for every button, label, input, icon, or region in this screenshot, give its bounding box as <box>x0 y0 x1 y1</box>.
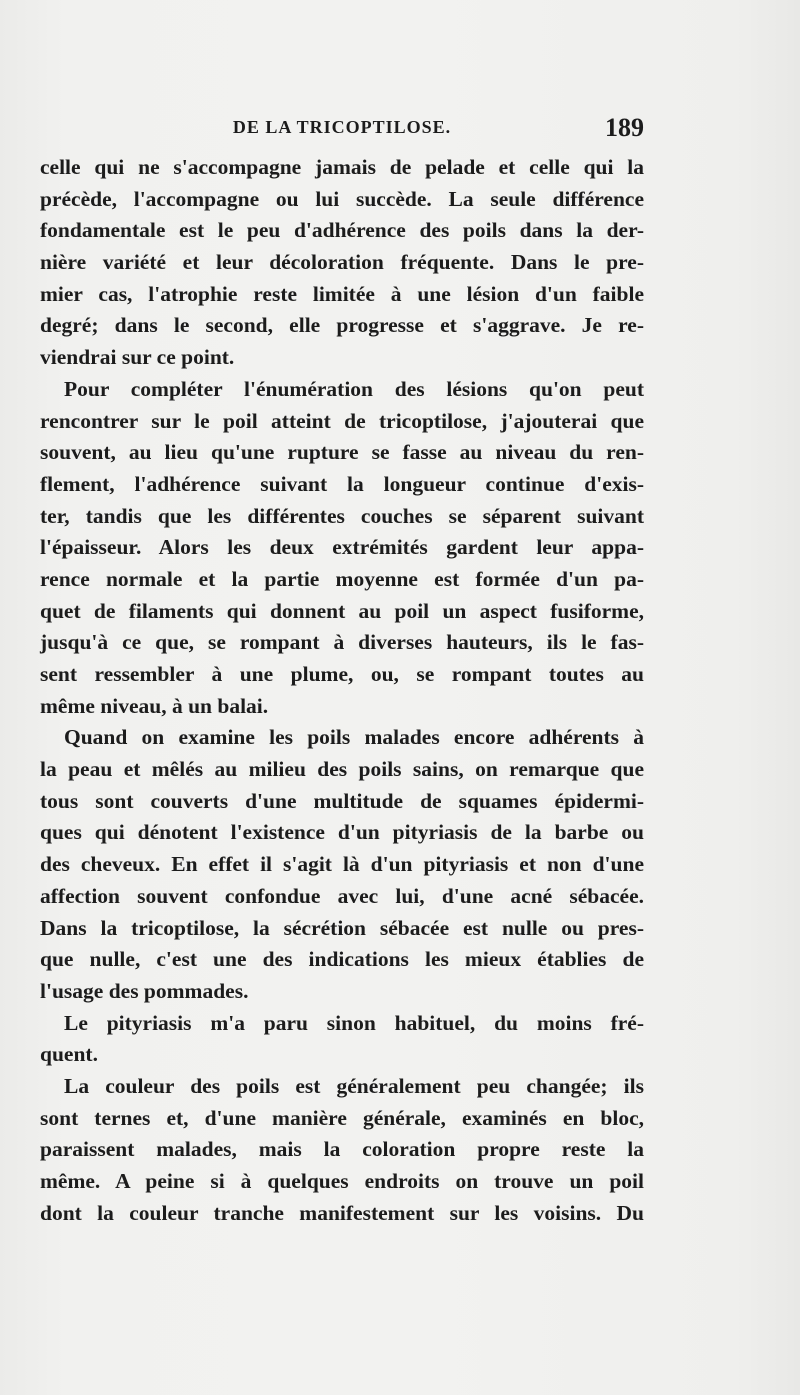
text-line: sent ressembler à une plume, ou, se rompant toutes au <box>40 662 644 686</box>
text-line: Pour compléter l'énumération des lésions qu'on peut <box>64 376 644 401</box>
text-line: affection souvent confondue avec lui, d'une acné sébacée. <box>40 883 644 908</box>
body-text <box>40 152 644 1229</box>
text-line: rencontrer sur le poil atteint de tricoptilose, j'ajouterai que <box>40 408 644 433</box>
page-number: 189 <box>605 113 644 142</box>
text-line: Dans la tricoptilose, la sécrétion sébacée est nulle ou pres- <box>40 915 644 940</box>
text-line: rence normale et la partie moyenne est formée d'un pa- <box>40 566 644 591</box>
text-line: mier cas, l'atrophie reste limitée à une lésion d'un faible <box>40 281 644 306</box>
text-line: La couleur des poils est généralement peu changée; ils <box>64 1073 644 1098</box>
text-line: que nulle, c'est une des indications les mieux établies de <box>40 947 644 972</box>
text-line: Quand on examine les poils malades encore adhérents à <box>64 725 644 750</box>
text-line: des cheveux. En effet il s'agit là d'un pityriasis et non d'une <box>40 852 644 877</box>
text-line: même niveau, à un balai. <box>40 693 269 718</box>
text-line: celle qui ne s'accompagne jamais de pelade et celle qui la <box>40 155 644 179</box>
text-line: l'épaisseur. Alors les deux extrémités gardent leur appa- <box>40 535 644 560</box>
running-head: DE LA TRICOPTILOSE. <box>232 117 452 137</box>
text-line: précède, l'accompagne ou lui succède. La seule différence <box>40 186 644 211</box>
text-line: dont la couleur tranche manifestement sur les voisins. Du <box>40 1200 644 1225</box>
text-line: la peau et mêlés au milieu des poils sains, on remarque que <box>40 757 644 782</box>
text-line: quet de filaments qui donnent au poil un aspect fusiforme, <box>40 598 644 623</box>
text-line: paraissent malades, mais la coloration propre reste la <box>40 1137 644 1162</box>
text-line: même. A peine si à quelques endroits on trouve un poil <box>40 1169 644 1193</box>
text-line: quent. <box>40 1042 98 1067</box>
page-header <box>40 113 644 147</box>
text-line: jusqu'à ce que, se rompant à diverses hauteurs, ils le fas- <box>40 630 644 655</box>
text-line: fondamentale est le peu d'adhérence des poils dans la der- <box>40 218 644 243</box>
text-line: viendrai sur ce point. <box>40 345 235 370</box>
text-line: souvent, au lieu qu'une rupture se fasse au niveau du ren- <box>40 440 644 465</box>
text-line: l'usage des pommades. <box>40 978 249 1003</box>
text-line: nière variété et leur décoloration fréquente. Dans le pre- <box>40 250 644 275</box>
text-line: ques qui dénotent l'existence d'un pityriasis de la barbe ou <box>40 820 644 845</box>
text-line: ter, tandis que les différentes couches se séparent suivant <box>40 503 644 528</box>
text-line: sont ternes et, d'une manière générale, examinés en bloc, <box>40 1105 644 1130</box>
text-line: flement, l'adhérence suivant la longueur continue d'exis- <box>40 471 644 496</box>
text-line: Le pityriasis m'a paru sinon habituel, du moins fré- <box>64 1010 644 1035</box>
text-line: degré; dans le second, elle progresse et s'aggrave. Je re- <box>40 313 644 338</box>
text-line: tous sont couverts d'une multitude de squames épidermi- <box>40 788 644 813</box>
